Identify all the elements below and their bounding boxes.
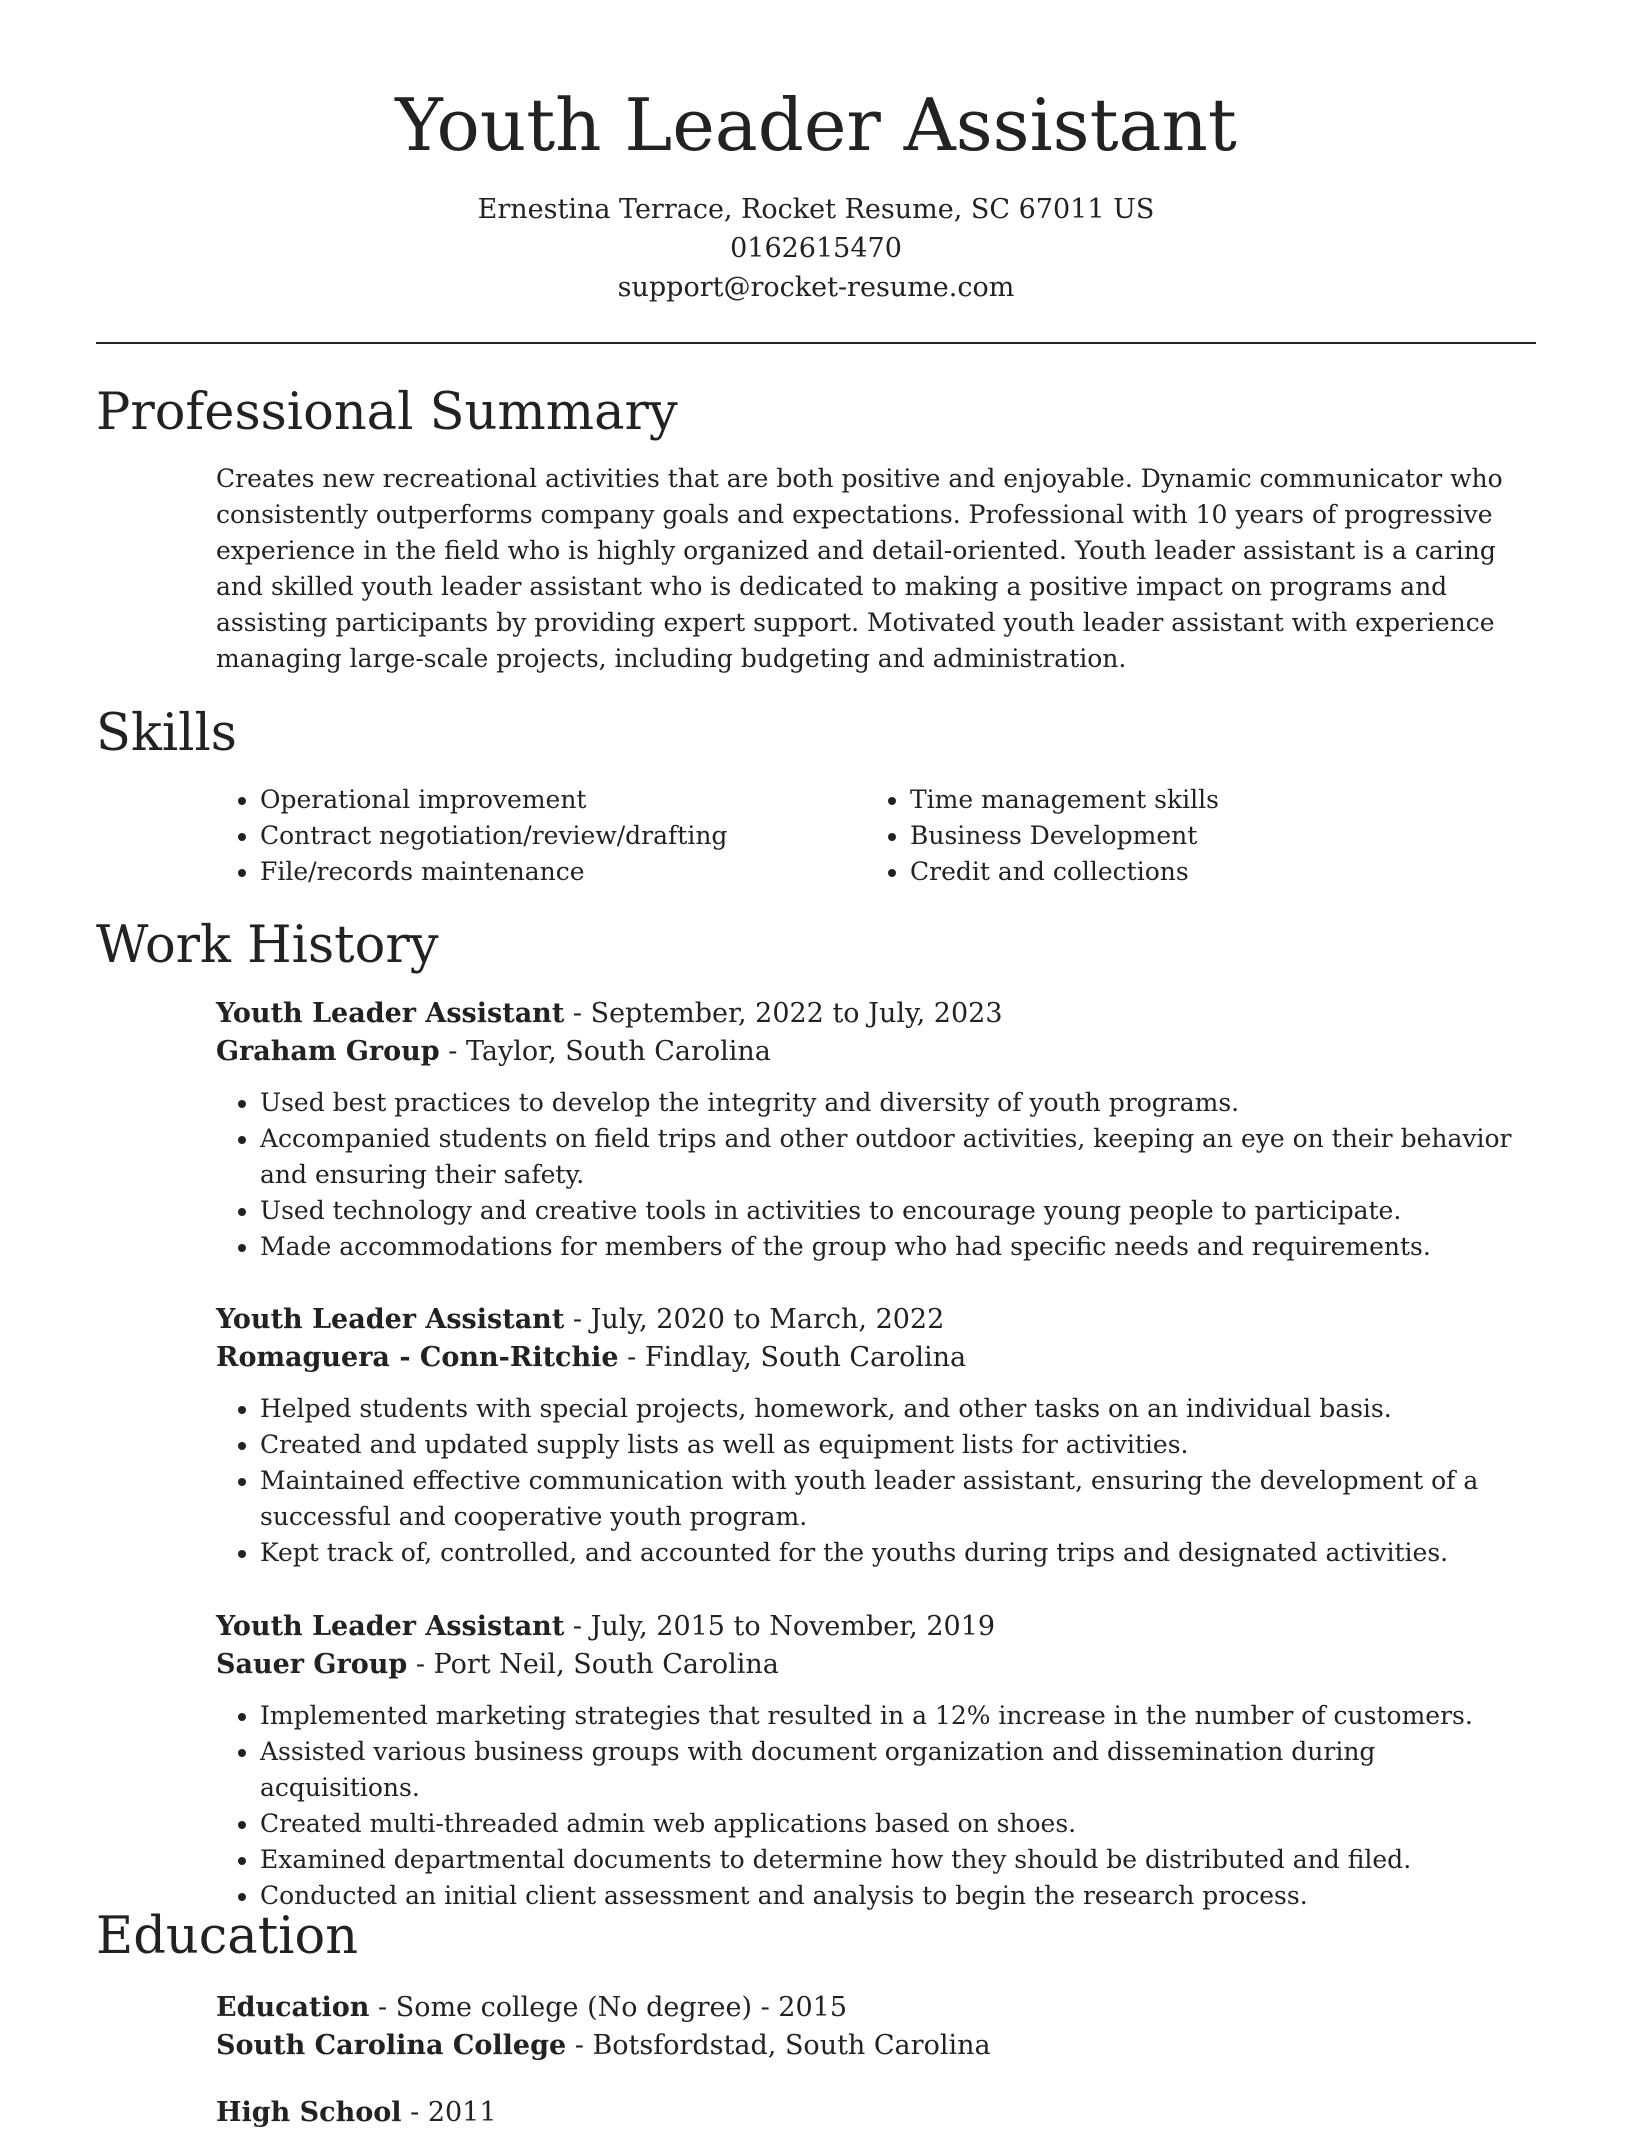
contact-address: Ernestina Terrace, Rocket Resume, SC 67011 US (477, 194, 1155, 225)
skill-item: • Time management skills (910, 782, 1516, 818)
job-bullet: • Assisted various business groups with document organization and dissemination during acquisitions. (260, 1734, 1538, 1806)
job-bullet: • Created multi-threaded admin web applications based on shoes. (260, 1806, 1538, 1842)
job-bullet: • Used best practices to develop the integrity and diversity of youth programs. (260, 1085, 1538, 1121)
job-entry (216, 1301, 1538, 1571)
job-bullet: • Maintained effective communication with youth leader assistant, ensuring the development of a successful and cooperative youth program. (260, 1463, 1538, 1535)
job-title-line (216, 1301, 1538, 1339)
skills-column-left (216, 782, 866, 890)
job-title-line (216, 1608, 1538, 1646)
skill-item: • Operational improvement (260, 782, 866, 818)
education-location: - Botsfordstad, South Carolina (566, 2030, 991, 2061)
education-degree-line (216, 1989, 1538, 2027)
skill-item: • Contract negotiation/review/drafting (260, 818, 866, 854)
job-bullets (216, 1698, 1538, 1914)
section-title-work-history: Work History (96, 916, 439, 975)
education-degree-line (216, 2094, 1538, 2132)
job-bullet: • Used technology and creative tools in activities to encourage young people to participate. (260, 1193, 1538, 1229)
education-detail: - Some college (No degree) - 2015 (369, 1992, 848, 2023)
job-dates: - July, 2020 to March, 2022 (564, 1304, 945, 1335)
contact-phone: 0162615470 (730, 233, 902, 264)
job-role: Youth Leader Assistant (216, 1304, 565, 1335)
education-entry (216, 1989, 1538, 2065)
job-bullet: • Made accommodations for members of the group who had specific needs and requirements. (260, 1229, 1538, 1265)
skill-item: • File/records maintenance (260, 854, 866, 890)
job-entry (216, 1608, 1538, 1914)
contact-info (0, 190, 1632, 307)
header-divider (96, 342, 1536, 344)
job-company-line (216, 1033, 1538, 1071)
job-bullet: • Helped students with special projects, homework, and other tasks on an individual basis. (260, 1391, 1538, 1427)
job-location: - Findlay, South Carolina (618, 1342, 967, 1373)
job-role: Youth Leader Assistant (216, 998, 565, 1029)
education-school-line (216, 2027, 1538, 2065)
contact-email: support@rocket-resume.com (617, 272, 1015, 303)
job-company-line (216, 1646, 1538, 1684)
job-bullets (216, 1391, 1538, 1571)
skills-column-right (866, 782, 1516, 890)
job-bullet: • Examined departmental documents to determine how they should be distributed and filed. (260, 1842, 1538, 1878)
section-title-summary: Professional Summary (96, 383, 678, 442)
section-title-education: Education (96, 1907, 359, 1966)
job-company: Sauer Group (216, 1649, 408, 1680)
job-bullet: • Kept track of, controlled, and accounted for the youths during trips and designated activities. (260, 1535, 1538, 1571)
skill-item: • Credit and collections (910, 854, 1516, 890)
education-school: South Carolina College (216, 2030, 567, 2061)
job-dates: - July, 2015 to November, 2019 (564, 1611, 996, 1642)
job-location: - Taylor, South Carolina (439, 1036, 771, 1067)
job-bullets (216, 1085, 1538, 1265)
job-company: Graham Group (216, 1036, 440, 1067)
education-entry (216, 2094, 1538, 2132)
job-company: Romaguera - Conn-Ritchie (216, 1342, 619, 1373)
job-role: Youth Leader Assistant (216, 1611, 565, 1642)
job-bullet: • Accompanied students on field trips and other outdoor activities, keeping an eye on their behavior and ensuring their safety. (260, 1121, 1538, 1193)
resume-name: Youth Leader Assistant (395, 83, 1237, 167)
job-bullet: • Implemented marketing strategies that resulted in a 12% increase in the number of customers. (260, 1698, 1538, 1734)
education-degree: High School (216, 2097, 402, 2128)
job-bullet: • Conducted an initial client assessment and analysis to begin the research process. (260, 1878, 1538, 1914)
job-dates: - September, 2022 to July, 2023 (564, 998, 1003, 1029)
job-bullet: • Created and updated supply lists as well as equipment lists for activities. (260, 1427, 1538, 1463)
job-title-line (216, 995, 1538, 1033)
education-detail: - 2011 (401, 2097, 497, 2128)
skill-item: • Business Development (910, 818, 1516, 854)
job-entry (216, 995, 1538, 1265)
summary-text: Creates new recreational activities that are both positive and enjoyable. Dynamic communicator who consistently outperforms company goals and expectations. Professional with 10 years of progressive experience in the field who is highly organized and detail-oriented. Youth leader assistant is a caring and skilled youth leader assistant who is dedicated to making a positive impact on programs and assisting participants by providing expert support. Motivated youth leader assistant with experience managing large-scale projects, including budgeting and administration. (216, 464, 1503, 673)
job-location: - Port Neil, South Carolina (407, 1649, 779, 1680)
skills-list (216, 782, 1538, 890)
section-title-skills: Skills (96, 704, 237, 763)
education-degree: Education (216, 1992, 370, 2023)
job-company-line (216, 1339, 1538, 1377)
